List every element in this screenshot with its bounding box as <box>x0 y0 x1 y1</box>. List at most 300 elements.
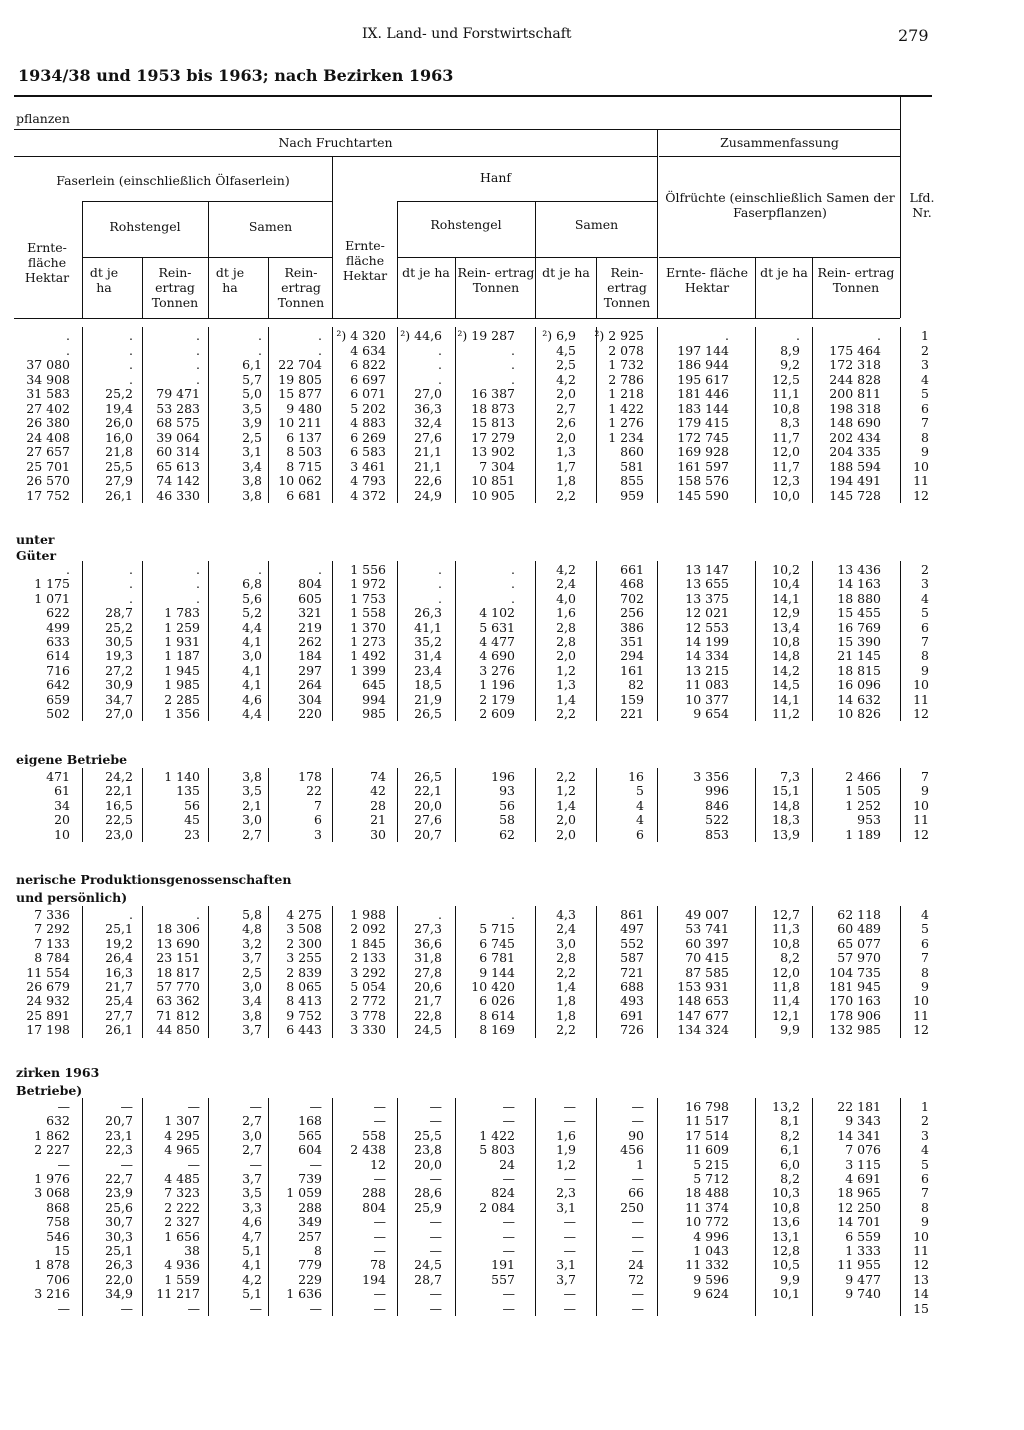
table-cell: 1 492 <box>350 648 386 664</box>
table-row <box>0 799 1000 813</box>
table-cell: 23,4 <box>414 662 442 678</box>
table-cell: 14,1 <box>772 590 800 606</box>
table-cell: . <box>258 562 262 577</box>
table-cell: 3,0 <box>556 935 576 951</box>
table-cell: . <box>129 328 133 343</box>
table-cell: 62 <box>499 826 515 842</box>
table-cell: 13,1 <box>772 1228 800 1244</box>
table-cell: ²) 6,9 <box>542 328 576 343</box>
table-row <box>0 1302 1000 1316</box>
table-cell: 194 491 <box>829 473 881 488</box>
table-cell: 4,2 <box>556 371 576 387</box>
table-cell: . <box>196 562 200 577</box>
table-cell: 3,7 <box>242 1022 262 1038</box>
table-cell: 11,2 <box>772 706 800 721</box>
lfd-number: 7 <box>921 950 929 966</box>
table-row <box>0 980 1000 994</box>
table-cell: 1 259 <box>164 619 200 635</box>
faser-rohstengel-header: Rohstengel <box>109 219 181 234</box>
table-cell: 61 <box>54 783 70 799</box>
table-cell: 11,3 <box>772 921 800 937</box>
table-cell: 288 <box>298 1199 322 1215</box>
table-cell: 8 784 <box>34 950 70 966</box>
lfd-number: 2 <box>921 562 929 577</box>
lfd-number: 9 <box>921 662 929 678</box>
table-cell: 21,7 <box>105 979 133 994</box>
table-cell: 58 <box>499 812 515 828</box>
table-cell: 3,1 <box>556 1257 576 1273</box>
table-cell: — <box>563 1214 576 1230</box>
table-cell: 8,2 <box>780 950 800 966</box>
lfd-number: 5 <box>921 605 929 621</box>
table-cell: 7,3 <box>780 769 800 784</box>
table-cell: 10,1 <box>772 1286 800 1302</box>
table-row <box>0 358 1000 372</box>
table-cell: 25,4 <box>105 993 133 1009</box>
table-cell: 726 <box>620 1022 644 1038</box>
table-cell: 1,2 <box>556 1156 576 1172</box>
table-cell: 26,1 <box>105 487 133 503</box>
table-cell: 11 332 <box>685 1257 729 1273</box>
table-row <box>0 387 1000 401</box>
table-cell: 3 461 <box>350 458 386 474</box>
table-cell: — <box>502 1243 515 1258</box>
table-cell: 2,0 <box>556 648 576 664</box>
table-cell: 26,1 <box>105 1022 133 1038</box>
table-row <box>0 1009 1000 1023</box>
lfd-number: 12 <box>913 706 929 721</box>
table-cell: 34 908 <box>26 371 70 387</box>
faserlein-header: Faserlein (einschließlich Ölfaserlein) <box>56 173 290 188</box>
table-cell: 14,2 <box>772 662 800 678</box>
lfd-number: 3 <box>921 357 929 372</box>
table-cell: 1 059 <box>286 1185 322 1201</box>
table-cell: 56 <box>499 797 515 813</box>
table-cell: 87 585 <box>685 964 729 980</box>
table-row <box>0 707 1000 721</box>
table-cell: 158 576 <box>677 473 729 488</box>
table-cell: 148 690 <box>829 415 881 430</box>
header-rule-4a <box>82 257 332 258</box>
table-cell: 6 583 <box>350 444 386 459</box>
table-cell: 12,8 <box>772 1243 800 1258</box>
table-cell: 27,8 <box>414 964 442 980</box>
table-cell: 93 <box>499 783 515 799</box>
table-cell: — <box>373 1243 386 1258</box>
table-cell: 804 <box>362 1199 386 1215</box>
table-cell: 9,2 <box>780 357 800 372</box>
table-cell: — <box>309 1300 322 1316</box>
table-cell: — <box>429 1113 442 1129</box>
table-cell: 23,1 <box>105 1127 133 1143</box>
lfd-number: 12 <box>913 487 929 503</box>
table-cell: — <box>429 1243 442 1258</box>
table-cell: 8 065 <box>286 979 322 994</box>
page-title: 1934/38 und 1953 bis 1963; nach Bezirken 1963 <box>18 66 454 85</box>
table-cell: 2 133 <box>350 950 386 966</box>
table-cell: . <box>129 342 133 358</box>
header-top-rule <box>14 95 932 97</box>
faser-rs-dt-header: dt je ha <box>89 265 119 295</box>
lfd-number: 5 <box>921 1156 929 1172</box>
table-row <box>0 1230 1000 1244</box>
table-cell: 18 488 <box>685 1185 729 1201</box>
table-cell: 581 <box>620 458 644 474</box>
table-cell: 17 514 <box>685 1127 729 1143</box>
table-cell: 19 805 <box>278 371 322 387</box>
table-cell: 20,6 <box>414 979 442 994</box>
lfd-number: 11 <box>913 1007 929 1023</box>
table-row <box>0 1258 1000 1272</box>
table-cell: 4 690 <box>479 648 515 664</box>
table-cell: 2 327 <box>164 1214 200 1230</box>
table-cell: . <box>438 357 442 372</box>
table-cell: 4,0 <box>556 590 576 606</box>
table-cell: 10,8 <box>772 400 800 416</box>
table-row <box>0 431 1000 445</box>
table-cell: 21,9 <box>414 691 442 707</box>
table-cell: 15 390 <box>837 634 881 649</box>
lfd-number: 10 <box>913 458 929 474</box>
table-cell: . <box>129 576 133 592</box>
table-cell: 3,5 <box>242 400 262 416</box>
table-cell: 7 076 <box>845 1142 881 1158</box>
table-cell: 21,8 <box>105 444 133 459</box>
table-cell: 20,0 <box>414 1156 442 1172</box>
fv2 <box>208 201 209 318</box>
lfd-number: 1 <box>921 1099 929 1114</box>
table-row <box>0 1186 1000 1200</box>
lfd-number: 5 <box>921 386 929 401</box>
table-cell: 27,7 <box>105 1007 133 1023</box>
table-cell: — <box>373 1113 386 1129</box>
table-cell: 1 862 <box>34 1127 70 1143</box>
table-row <box>0 489 1000 503</box>
table-cell: 645 <box>362 677 386 693</box>
table-cell: 4,2 <box>556 562 576 577</box>
table-cell: 456 <box>620 1142 644 1158</box>
table-cell: 721 <box>620 964 644 980</box>
table-cell: 1 422 <box>479 1127 515 1143</box>
table-cell: 38 <box>184 1243 200 1258</box>
table-cell: 565 <box>298 1127 322 1143</box>
table-cell: 1 276 <box>608 415 644 430</box>
table-cell: 11 517 <box>685 1113 729 1129</box>
table-cell: 12,7 <box>772 907 800 922</box>
table-cell: 25,1 <box>105 921 133 937</box>
table-row <box>0 1023 1000 1037</box>
table-cell: 13,4 <box>772 619 800 635</box>
section-title: zirken 1963 <box>16 1065 100 1080</box>
table-cell: 1 985 <box>164 677 200 693</box>
table-cell: 46 330 <box>156 487 200 503</box>
table-cell: 256 <box>620 605 644 621</box>
table-cell: — <box>187 1156 200 1172</box>
table-cell: 10,4 <box>772 576 800 592</box>
table-cell: 32,4 <box>414 415 442 430</box>
table-cell: 28,7 <box>105 605 133 621</box>
table-cell: — <box>249 1099 262 1114</box>
table-cell: 170 163 <box>829 993 881 1009</box>
table-cell: 702 <box>620 590 644 606</box>
table-cell: 6 026 <box>479 993 515 1009</box>
table-cell: 25,2 <box>105 386 133 401</box>
table-cell: — <box>309 1156 322 1172</box>
table-cell: 42 <box>370 783 386 799</box>
table-cell: 31,8 <box>414 950 442 966</box>
table-cell: 16 387 <box>471 386 515 401</box>
table-cell: 14,5 <box>772 677 800 693</box>
table-cell: 1 845 <box>350 935 386 951</box>
table-cell: 2,4 <box>556 576 576 592</box>
table-cell: 6 745 <box>479 935 515 951</box>
table-cell: — <box>563 1171 576 1186</box>
table-cell: 5,7 <box>242 371 262 387</box>
table-cell: 26,4 <box>105 950 133 966</box>
table-cell: 3,8 <box>242 473 262 488</box>
table-cell: 14,8 <box>772 648 800 664</box>
table-cell: 23,8 <box>414 1142 442 1158</box>
lfd-number: 12 <box>913 826 929 842</box>
table-cell: 10,3 <box>772 1185 800 1201</box>
table-cell: 7 304 <box>479 458 515 474</box>
table-cell: 9,9 <box>780 1271 800 1287</box>
table-cell: 168 <box>298 1113 322 1129</box>
table-cell: 3,5 <box>242 1185 262 1201</box>
table-cell: 22,0 <box>105 1271 133 1287</box>
table-cell: 622 <box>46 605 70 621</box>
nach-fruchtarten-header: Nach Fruchtarten <box>278 135 393 150</box>
table-cell: 68 575 <box>156 415 200 430</box>
lfd-number: 8 <box>921 429 929 445</box>
table-cell: 60 314 <box>156 444 200 459</box>
table-cell: 6,1 <box>242 357 262 372</box>
table-cell: 34 <box>54 797 70 813</box>
table-cell: 6 <box>314 812 322 828</box>
table-cell: 6 697 <box>350 371 386 387</box>
table-cell: 642 <box>46 677 70 693</box>
table-cell: 2 466 <box>845 769 881 784</box>
table-row <box>0 1158 1000 1172</box>
table-cell: 1,9 <box>556 1142 576 1158</box>
table-cell: . <box>511 907 515 922</box>
table-cell: 3,8 <box>242 487 262 503</box>
table-cell: 1 175 <box>34 576 70 592</box>
table-cell: 4 <box>636 797 644 813</box>
table-row <box>0 402 1000 416</box>
table-cell: 1 273 <box>350 634 386 649</box>
table-cell: 6 <box>636 826 644 842</box>
table-cell: 1,4 <box>556 979 576 994</box>
table-cell: 30,7 <box>105 1214 133 1230</box>
table-cell: 3,2 <box>242 935 262 951</box>
table-cell: 24,2 <box>105 769 133 784</box>
table-cell: 2 839 <box>286 964 322 980</box>
table-cell: 197 144 <box>677 342 729 358</box>
table-cell: 1 187 <box>164 648 200 664</box>
table-cell: 1 189 <box>845 826 881 842</box>
table-row <box>0 474 1000 488</box>
table-cell: — <box>502 1214 515 1230</box>
header-rule-1 <box>14 129 900 130</box>
table-cell: 2 092 <box>350 921 386 937</box>
table-cell: 304 <box>298 691 322 707</box>
table-cell: ²) 44,6 <box>400 328 442 343</box>
hv1 <box>397 201 398 318</box>
table-cell: 2,6 <box>556 415 576 430</box>
table-cell: 23 151 <box>156 950 200 966</box>
table-cell: 1 218 <box>608 386 644 401</box>
table-cell: 855 <box>620 473 644 488</box>
faser-hanf-divider <box>332 156 333 318</box>
table-cell: 5,6 <box>242 590 262 606</box>
table-cell: 12,5 <box>772 371 800 387</box>
table-cell: . <box>196 357 200 372</box>
table-cell: 2 772 <box>350 993 386 1009</box>
table-cell: 194 <box>362 1271 386 1287</box>
table-cell: 12 553 <box>685 619 729 635</box>
table-cell: 853 <box>705 826 729 842</box>
table-cell: 264 <box>298 677 322 693</box>
table-cell: 12,3 <box>772 473 800 488</box>
header-rule-2b <box>659 156 900 157</box>
table-cell: 183 144 <box>677 400 729 416</box>
table-cell: 1 636 <box>286 1286 322 1302</box>
table-cell: 824 <box>491 1185 515 1201</box>
table-cell: 4 634 <box>350 342 386 358</box>
table-cell: 22 <box>306 783 322 799</box>
table-cell: — <box>429 1300 442 1316</box>
table-cell: 219 <box>298 619 322 635</box>
table-cell: — <box>563 1228 576 1244</box>
table-row <box>0 445 1000 459</box>
table-cell: 23,0 <box>105 826 133 842</box>
faser-sa-rein-header: Rein- ertrag Tonnen <box>277 265 325 310</box>
table-cell: 188 594 <box>829 458 881 474</box>
lfd-number: 6 <box>921 400 929 416</box>
table-cell: 1 422 <box>608 400 644 416</box>
table-cell: 4 102 <box>479 605 515 621</box>
lfd-number: 7 <box>921 769 929 784</box>
table-cell: 13,6 <box>772 1214 800 1230</box>
table-cell: . <box>129 357 133 372</box>
table-cell: — <box>187 1099 200 1114</box>
table-cell: 4 691 <box>845 1171 881 1186</box>
table-cell: 10 377 <box>685 691 729 707</box>
table-row <box>0 966 1000 980</box>
table-cell: 15,1 <box>772 783 800 799</box>
table-cell: 45 <box>184 812 200 828</box>
table-cell: 22,6 <box>414 473 442 488</box>
table-cell: . <box>258 328 262 343</box>
table-cell: 1 783 <box>164 605 200 621</box>
table-cell: 2,8 <box>556 950 576 966</box>
table-cell: 2,5 <box>556 357 576 372</box>
table-cell: . <box>258 342 262 358</box>
table-cell: 2 227 <box>34 1142 70 1158</box>
table-cell: 4,6 <box>242 1214 262 1230</box>
faser-sa-dt-header: dt je ha <box>215 265 245 295</box>
table-cell: 2,5 <box>242 429 262 445</box>
table-cell: 4 295 <box>164 1127 200 1143</box>
table-cell: 5,8 <box>242 907 262 922</box>
table-cell: 21,1 <box>414 458 442 474</box>
table-cell: — <box>373 1171 386 1186</box>
table-row <box>0 635 1000 649</box>
table-cell: 4 485 <box>164 1171 200 1186</box>
table-cell: 178 <box>298 769 322 784</box>
table-cell: 779 <box>298 1257 322 1273</box>
table-cell: . <box>725 328 729 343</box>
lfd-number: 5 <box>921 921 929 937</box>
table-cell: 5 715 <box>479 921 515 937</box>
page-number: 279 <box>898 26 929 45</box>
table-cell: . <box>438 342 442 358</box>
table-cell: 3 276 <box>479 662 515 678</box>
table-cell: 20,0 <box>414 797 442 813</box>
table-cell: 10,0 <box>772 487 800 503</box>
table-row <box>0 678 1000 692</box>
table-cell: 13,2 <box>772 1099 800 1114</box>
table-cell: 14,1 <box>772 691 800 707</box>
table-cell: — <box>631 1300 644 1316</box>
table-cell: 14 334 <box>685 648 729 664</box>
table-cell: . <box>511 371 515 387</box>
table-cell: 65 613 <box>156 458 200 474</box>
table-row <box>0 908 1000 922</box>
table-cell: 204 335 <box>829 444 881 459</box>
table-cell: — <box>373 1099 386 1114</box>
table-cell: 502 <box>46 706 70 721</box>
table-cell: 3,3 <box>242 1199 262 1215</box>
table-cell: . <box>438 907 442 922</box>
table-cell: 11 374 <box>685 1199 729 1215</box>
lfd-number: 10 <box>913 797 929 813</box>
table-cell: 62 118 <box>837 907 881 922</box>
table-cell: 27,6 <box>414 429 442 445</box>
table-cell: 1,2 <box>556 662 576 678</box>
table-cell: 5 712 <box>693 1171 729 1186</box>
table-cell: 22,7 <box>105 1171 133 1186</box>
zusammenfassung-header: Zusammenfassung <box>720 135 839 150</box>
table-cell: 181 945 <box>829 979 881 994</box>
table-cell: 758 <box>46 1214 70 1230</box>
table-cell: 22,5 <box>105 812 133 828</box>
table-cell: . <box>196 590 200 606</box>
lfd-number: 10 <box>913 1228 929 1244</box>
lfd-number: 13 <box>913 1271 929 1287</box>
table-cell: . <box>196 371 200 387</box>
ov1 <box>755 257 756 318</box>
table-cell: 11,7 <box>772 429 800 445</box>
table-cell: 3,7 <box>242 1171 262 1186</box>
table-cell: 6 071 <box>350 386 386 401</box>
table-cell: 104 735 <box>829 964 881 980</box>
table-cell: 5,1 <box>242 1286 262 1302</box>
table-cell: 7 133 <box>34 935 70 951</box>
table-cell: 2 078 <box>608 342 644 358</box>
table-cell: 25,2 <box>105 619 133 635</box>
table-cell: — <box>249 1300 262 1316</box>
zusammen-divider <box>657 129 658 318</box>
table-cell: 4,6 <box>242 691 262 707</box>
table-cell: — <box>502 1228 515 1244</box>
table-cell: — <box>57 1099 70 1114</box>
table-cell: 24,5 <box>414 1257 442 1273</box>
table-cell: — <box>563 1243 576 1258</box>
table-cell: 56 <box>184 797 200 813</box>
lfd-number: 10 <box>913 677 929 693</box>
